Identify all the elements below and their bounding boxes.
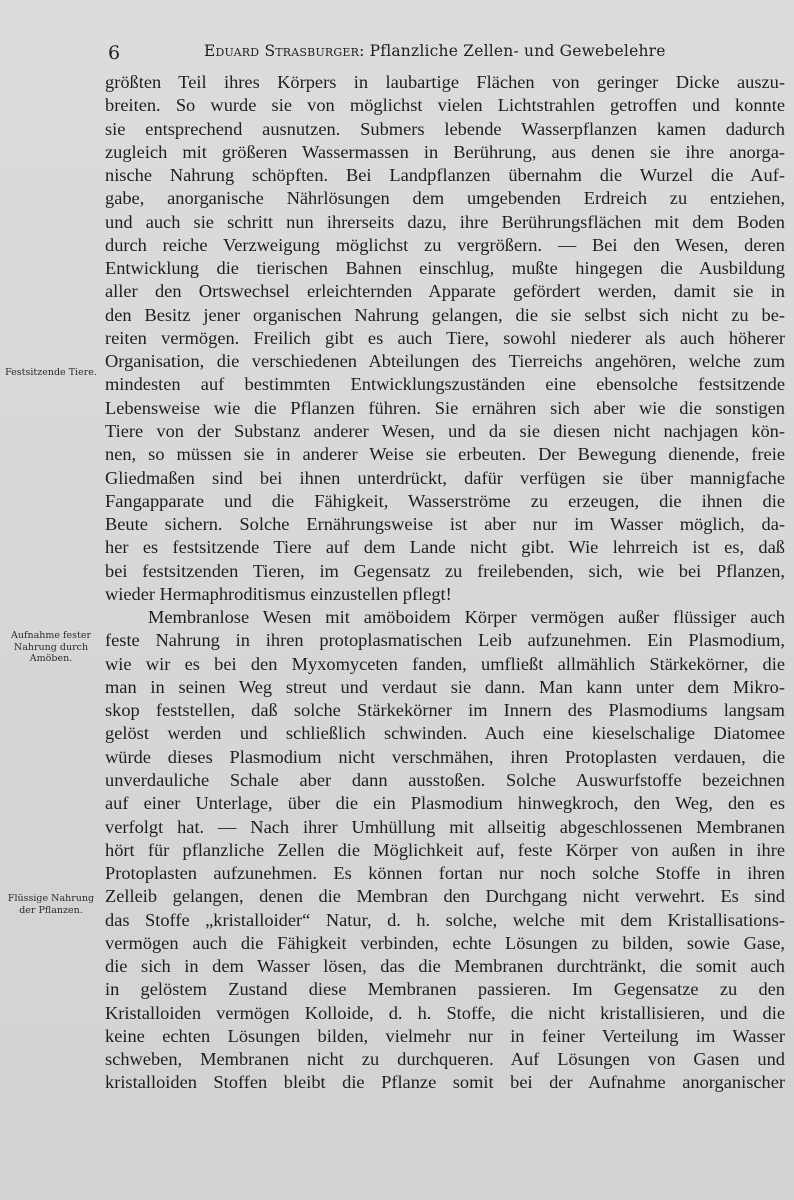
text-line: verfolgt hat. — Nach ihrer Umhüllung mit allseitig abgeschlossenen Membranen xyxy=(105,816,785,837)
text-line: das Stoffe „kristalloider“ Natur, d. h. solche, welche mit dem Kristallisations- xyxy=(105,909,785,930)
running-title xyxy=(204,42,666,60)
running-title-author: Eduard Strasburger xyxy=(204,42,360,60)
text-line: in gelöstem Zustand diese Membranen passieren. Im Gegensatze zu den xyxy=(105,979,785,1000)
text-line: wie wir es bei den Myxomyceten fanden, umfließt allmählich Stärkekörner, die xyxy=(105,653,785,674)
text-line: Beute sichern. Solche Ernährungsweise ist aber nur im Wasser möglich, da- xyxy=(105,514,785,535)
text-line: Tiere von der Substanz anderer Wesen, und da sie diesen nicht nachjagen kön- xyxy=(105,420,785,441)
text-line-paragraph-end: wieder Hermaphroditismus einzustellen pflegt! xyxy=(105,583,452,604)
text-line: hört für pflanzliche Zellen die Möglichkeit auf, feste Körper von außen in ihre xyxy=(105,839,785,860)
text-line: sie entsprechend ausnutzen. Submers lebende Wasserpflanzen kamen dadurch xyxy=(105,118,785,139)
text-line: vermögen auch die Fähigkeit verbinden, echte Lösungen zu bilden, sowie Gase, xyxy=(105,932,785,953)
text-line: skop feststellen, daß solche Stärkekörner im Innern des Plasmodiums langsam xyxy=(105,700,785,721)
text-line: Entwicklung die tierischen Bahnen einschlug, mußte hingegen die Ausbildung xyxy=(105,258,785,279)
text-line: und auch sie schritt nun ihrerseits dazu, ihre Berührungsflächen mit dem Boden xyxy=(105,211,785,232)
text-line: gelöst werden und schließlich schwinden. Auch eine kieselschalige Diatomee xyxy=(105,723,785,744)
text-line: unverdauliche Schale aber dann ausstoßen. Solche Auswurfstoffe bezeichnen xyxy=(105,769,785,790)
margin-note-aufnahme-fester-nahrung: Aufnahme fester Nahrung durch Amöben. xyxy=(10,630,92,664)
text-line: breiten. So wurde sie von möglichst vielen Lichtstrahlen getroffen und konnte xyxy=(105,95,785,116)
text-line: gabe, anorganische Nährlösungen dem umgebenden Erdreich zu entziehen, xyxy=(105,188,785,209)
running-header xyxy=(108,40,788,64)
text-line: würde dieses Plasmodium nicht verschmähen, ihren Protoplasten verdauen, die xyxy=(105,746,785,767)
text-line: durch reiche Verzweigung möglichst zu vergrößern. — Bei den Wesen, deren xyxy=(105,234,785,255)
text-line: Fangapparate und die Fähigkeit, Wasserströme zu erzeugen, die ihnen die xyxy=(105,490,785,511)
text-line: den Besitz jener organischen Nahrung gelangen, die sie selbst sich nicht zu be- xyxy=(105,304,785,325)
text-line: Gliedmaßen sind bei ihnen unterdrückt, dafür verfügen sie über mannigfache xyxy=(105,467,785,488)
text-line: Kristalloiden vermögen Kolloide, d. h. Stoffe, die nicht kristallisieren, und die xyxy=(105,1002,785,1023)
text-line: her es festsitzende Tiere auf dem Lande nicht gibt. Wie lehrreich ist es, daß xyxy=(105,537,785,558)
text-line: Protoplasten aufzunehmen. Es können fortan nur noch solche Stoffe in ihren xyxy=(105,863,785,884)
page-number: 6 xyxy=(108,42,121,64)
text-line: kristalloiden Stoffen bleibt die Pflanze somit bei der Aufnahme anorganischer xyxy=(105,1072,785,1093)
text-line: feste Nahrung in ihren protoplasmatischen Leib aufzunehmen. Ein Plasmodium, xyxy=(105,630,785,651)
text-line: nische Nahrung schöpften. Bei Landpflanzen übernahm die Wurzel die Auf- xyxy=(105,165,785,186)
text-line: schweben, Membranen nicht zu durchqueren. Auf Lösungen von Gasen und xyxy=(105,1049,785,1070)
text-line: keine echten Lösungen bilden, vielmehr nur in feiner Verteilung im Wasser xyxy=(105,1025,785,1046)
text-line: Lebensweise wie die Pflanzen führen. Sie ernähren sich aber wie die sonstigen xyxy=(105,397,785,418)
margin-note-fluessige-nahrung: Flüssige Nahrung der Pflanzen. xyxy=(7,893,95,916)
text-line: größten Teil ihres Körpers in laubartige Flächen von geringer Dicke auszu- xyxy=(105,72,785,92)
text-line: nen, so müssen sie in anderer Weise sie erbeuten. Der Bewegung dienende, freie xyxy=(105,444,785,465)
text-line: man in seinen Weg streut und verdaut sie dann. Man kann unter dem Mikro- xyxy=(105,676,785,697)
running-title-rest: : Pflanzliche Zellen- und Gewebelehre xyxy=(359,42,666,60)
text-line: reiten vermögen. Freilich gibt es auch Tiere, sowohl niederer als auch höherer xyxy=(105,327,785,348)
text-line: auf einer Unterlage, über die ein Plasmodium hinwegkroch, den Weg, den es xyxy=(105,793,785,814)
text-line: aller den Ortswechsel erleichternden Apparate gefördert werden, damit sie in xyxy=(105,281,785,302)
text-line: zugleich mit größeren Wassermassen in Berührung, aus denen sie ihre anorga- xyxy=(105,141,785,162)
text-line: die sich in dem Wasser lösen, das die Membranen durchtränkt, die somit auch xyxy=(105,956,785,977)
text-line: Organisation, die verschiedenen Abteilungen des Tierreichs angehören, welche zum xyxy=(105,351,785,372)
body-text xyxy=(105,71,785,1095)
margin-note-festsitzende-tiere: Festsitzende Tiere. xyxy=(5,367,97,378)
text-line: bei festsitzenden Tieren, im Gegensatz zu freilebenden, sich, wie bei Pflanzen, xyxy=(105,560,785,581)
text-line: Zelleib gelangen, denen die Membran den Durchgang nicht verwehrt. Es sind xyxy=(105,886,785,907)
text-line-paragraph-start: Membranlose Wesen mit amöboidem Körper vermögen außer flüssiger auch xyxy=(148,607,785,628)
text-line: mindesten auf bestimmten Entwicklungszuständen eine ebensolche festsitzende xyxy=(105,374,785,395)
